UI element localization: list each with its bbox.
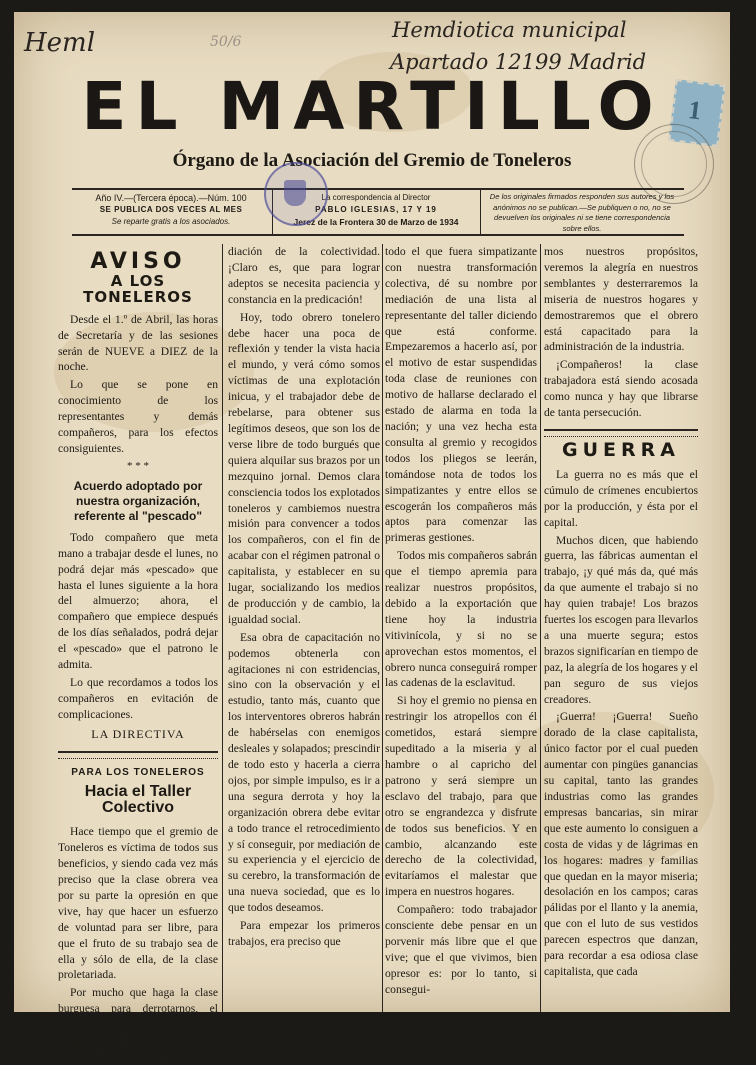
issue-number: Año IV.—(Tercera época).—Núm. 100: [95, 193, 247, 203]
editorial-policy: De los originales firmados responden sus autores y los anónimos no se publican.—Se publiquen o no, no se devuelven los originales ni se tiene correspondencia sobre ellos.: [489, 192, 675, 233]
correspondence-address: PABLO IGLESIAS, 17 Y 19: [315, 205, 437, 214]
handwritten-address-line1: Hemdiotica municipal: [392, 18, 627, 42]
column-rule: [540, 244, 541, 1012]
aviso-paragraph: Desde el 1.º de Abril, las horas de Secretaría y de las sesiones serán de NUEVE a DIEZ de la noche.: [58, 312, 218, 374]
publication-frequency: SE PUBLICA DOS VECES AL MES: [99, 205, 243, 214]
aviso-subheading: A LOS TONELEROS: [83, 271, 193, 306]
section-stars: * * *: [127, 459, 149, 472]
guerra-paragraph: Muchos dicen, que habiendo guerra, las fábricas aumentan el trabajo, ¡y qué más da, qué más da que aumente el trabajo si no hay quien trabaje! Los brazos fuertes los escogen para llevarlos a una muerte segura; estos brazos significarían en tiempo de paz, la alegría de los hogares y el pan seguro de sus viejos creadores.: [544, 533, 698, 706]
issue-info-bar: [72, 188, 684, 236]
article-paragraph: mos nuestros propósitos, veremos la alegría en nuestros semblantes y desterraremos la miseria de nuestros hogares y demostraremos que el obrero está capacitado para la administración de la industria.: [544, 245, 698, 354]
place-and-date: Jerez de la Frontera 30 de Marzo de 1934: [293, 217, 459, 227]
guerra-paragraph: ¡Guerra! ¡Guerra! Sueño dorado de la clase capitalista, único factor por el cual pueden aumentar con pingües ganancias su capital, tanto las grandes industrias como las grandes empresas bancarias, sin mirar que este aumento lo consiguen a costa de vidas y de lágrimas en los hogares: madres y familias que quedan en la mayor miseria; desolación en los campos; caras pálidas por el llanto y la anemia, que con el luto de sus vestidos parecen espectros que danzan, para recordar a esa odiosa clase capitalista, que cada: [544, 710, 698, 978]
masthead-subtitle: Órgano de la Asociación del Gremio de Toneleros: [172, 150, 572, 171]
article-paragraph: diación de la colectividad. ¡Claro es, que para lograr adeptos se necesita paciencia y constancia en la predicación!: [228, 245, 380, 306]
newspaper-page: [14, 12, 730, 1063]
aviso-heading: AVISO: [90, 249, 186, 274]
article-paragraph: Hace tiempo que el gremio de Toneleros es víctima de todos sus beneficios, y siendo cada vez más preciso que la clase obrera vea por su parte la opresión en que vive, hay que hacer un esfuerzo de voluntad para ser libre, para que el fruto de su trabajo sea de ella y sólo de ella, de la clase proletariada.: [58, 825, 218, 982]
aviso-paragraph: Lo que se pone en conocimiento de los representantes y demás compañeros, para los efectos consiguientes.: [58, 378, 218, 455]
info-divider: [480, 190, 481, 234]
pencil-note: 50/6: [210, 34, 242, 50]
ornamental-rule: [58, 751, 218, 759]
article-paragraph: Hoy, todo obrero tonelero debe hacer una poca de reflexión y tender la vista hacia el mundo, y verá cómo somos víctimas de una explotación inicua, y el trabajador debe de rebelarse, para obtener sus legítimos deseos, que son los de verse libre de todo burgués que quiera alquilar sus brazos por un mezquino jornal. Demos clara consciencia todos los explotados toneleros y cambiemos nuestra misión para convencer a todos los compañeros, con el fin de acabar con el régimen patronal o capitalista, y establecer en su lugar, socializando los medios de producción y de cambio, la igualdad social.: [228, 310, 380, 626]
masthead-title: EL MARTILLO: [81, 68, 663, 145]
acuerdo-paragraph: Lo que recordamos a todos los compañeros en evitación de complicaciones.: [58, 675, 218, 721]
column-2: [228, 244, 380, 1012]
column-rule: [222, 244, 223, 1012]
postage-stamp: 1: [668, 79, 725, 147]
article-paragraph: Compañero: todo trabajador consciente debe pensar en un porvenir más libre que el que vive; que el que vivimos, bien opresor es: por lo tanto, si consegui-: [385, 903, 537, 996]
guerra-paragraph: La guerra no es más que el cúmulo de crímenes encubiertos por la producción, y ésta por el capital.: [544, 467, 698, 529]
article-paragraph: ¡Compañeros! la clase trabajadora está siendo acosada como nunca y hay que librarse de tanta persecución.: [544, 358, 698, 420]
article-paragraph: Todos mis compañeros sabrán que el tiempo apremia para realizar nuestros propósitos, debido a la exportación que tiene hoy la industria vitivinícola, y si no se aprovechan estos momentos, el obrero nunca conseguirá romper las cadenas de la esclavitud.: [385, 549, 537, 690]
correspondence-label: La correspondencia al Director: [321, 193, 431, 202]
article-paragraph: todo el que fuera simpatizante con nuestra transformación colectiva, dé su nombre por mediación de una lista al representante del taller diciendo que está conforme. Empezaremos a hacerlo así, por el motivo de estar suspendidas toda clase de reuniones con motivo de hallarse declarado el estado de alarma en toda la nación; y una vez hecha esta consulta al gremio y recogidos todos los pliegos se leerán, tomándose nota de todos los simpatizantes y entre ellos se escogerán los compañeros más aptos para comenzar las primeras gestiones.: [385, 245, 537, 545]
ornamental-rule: [544, 429, 698, 437]
handwritten-address-line2: Apartado 12199 Madrid: [390, 50, 647, 74]
article-paragraph: Para empezar los primeros trabajos, era preciso que: [228, 919, 380, 948]
issue-info: [74, 192, 268, 228]
article-title: Hacia el Taller Colectivo: [84, 783, 192, 817]
column-3: [385, 244, 537, 1012]
section-label: PARA LOS TONELEROS: [71, 766, 205, 778]
guerra-heading: GUERRA: [562, 438, 680, 461]
library-ink-stamp: [264, 162, 328, 226]
acuerdo-heading: Acuerdo adoptado por nuestra organización, referente al "pescado": [73, 478, 203, 523]
signature: LA DIRECTIVA: [91, 726, 185, 741]
column-4: [544, 244, 698, 1012]
handwritten-note-left: Heml: [24, 28, 96, 58]
article-paragraph: Si hoy el gremio no piensa en restringir los atropellos con él cometidos, estará siempre supeditado a la miseria y al hambre o al capricho del patrono y será siempre un esclavo del trabajo, para que otro se engrandezca y disfrute de todos sus beneficios. Y en cambio, alcanzando este derecho de la colectividad, evitaríamos el malestar que impera en nuestros hogares.: [385, 694, 537, 899]
column-1: [58, 244, 218, 1063]
article-paragraph: Esa obra de capacitación no podemos obtenerla con agitaciones ni con estridencias, sino con la observación y el estudio, tanto más, cuanto que los interventores obreros habrán de habérselas con enemigos desleales y solapados; prescindir de todo esto y hacerla a cierra ojos, por simple impulso, es ir a una segura derrota y hoy la organización obrera debe evitar a todo trance el retrocedimiento y sí conseguir, por mediación de su experiencia y el ejercicio de su cerebro, la transformación de una nueva sociedad, que es lo que todos deseamos.: [228, 630, 380, 915]
column-rule: [382, 244, 383, 1012]
article-paragraph: Por mucho que haga la clase burguesa para derrotarnos, el gremio en general debe percatarse y pensar en los beneficios que pueden obtenerse por me-: [58, 986, 218, 1063]
acuerdo-paragraph: Todo compañero que meta mano a trabajar desde el lunes, no podrá dejar más «pescado» que hasta el lunes siguiente a la hora del almuerzo; ahora, el compañero que empiece después de los días señalados, podrá dejar el «pescado» que el patrono le admita.: [58, 530, 218, 672]
distribution-note: Se reparte gratis a los asociados.: [111, 217, 231, 226]
